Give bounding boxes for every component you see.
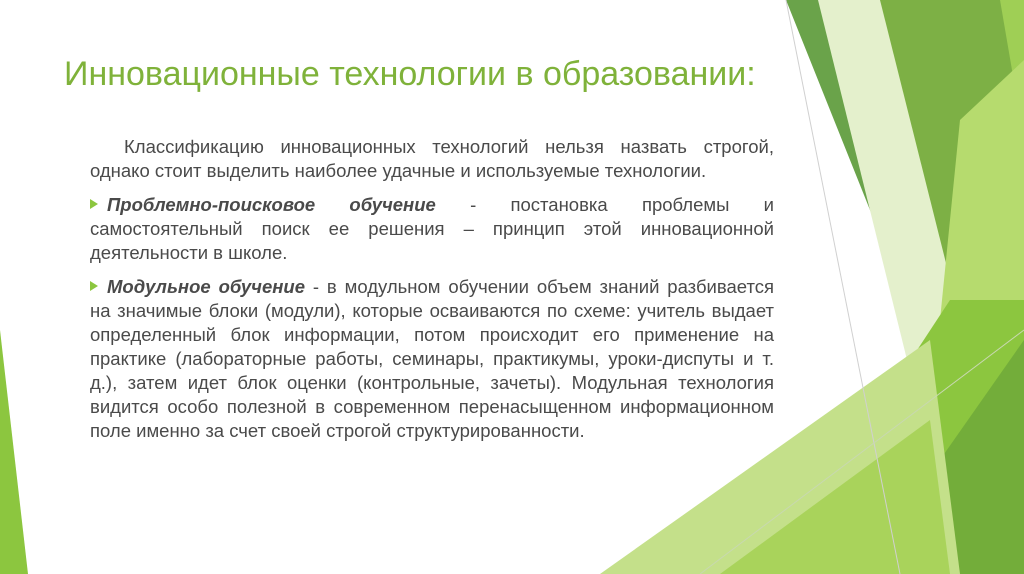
bullet-term: Проблемно-поисковое обучение	[107, 194, 436, 215]
left-edge-strip	[0, 330, 28, 574]
intro-paragraph: Классификацию инновационных технологий нельзя назвать строгой, однако стоит выделить наиболее удачные и используемые технологии.	[90, 136, 774, 181]
bullet-modular	[90, 275, 774, 443]
slide-content	[90, 135, 774, 443]
bullet-arrow-icon	[90, 199, 98, 209]
bullet-problem-search	[90, 193, 774, 265]
slide-title: Инновационные технологии в образовании:	[64, 55, 756, 93]
bullet-arrow-icon	[90, 281, 98, 291]
bullet-term: Модульное обучение	[107, 276, 305, 297]
bullet-text: - постановка проблемы и самостоятельный поиск ее решения – принцип этой инновационной деятельности в школе.	[90, 194, 774, 263]
bullet-text: - в модульном обучении объем знаний разбивается на значимые блоки (модули), которые осваиваются по схеме: учитель выдает определенный блок информации, потом происходит его применение на практике (лабораторные работы, семинары, практикумы, уроки-диспуты и т. д.), затем идет блок оценки (контрольные, зачеты). Модульная технология видится особо полезной в современном перенасыщенном информационном поле именно за счет своей строгой структурированности.	[90, 276, 774, 441]
